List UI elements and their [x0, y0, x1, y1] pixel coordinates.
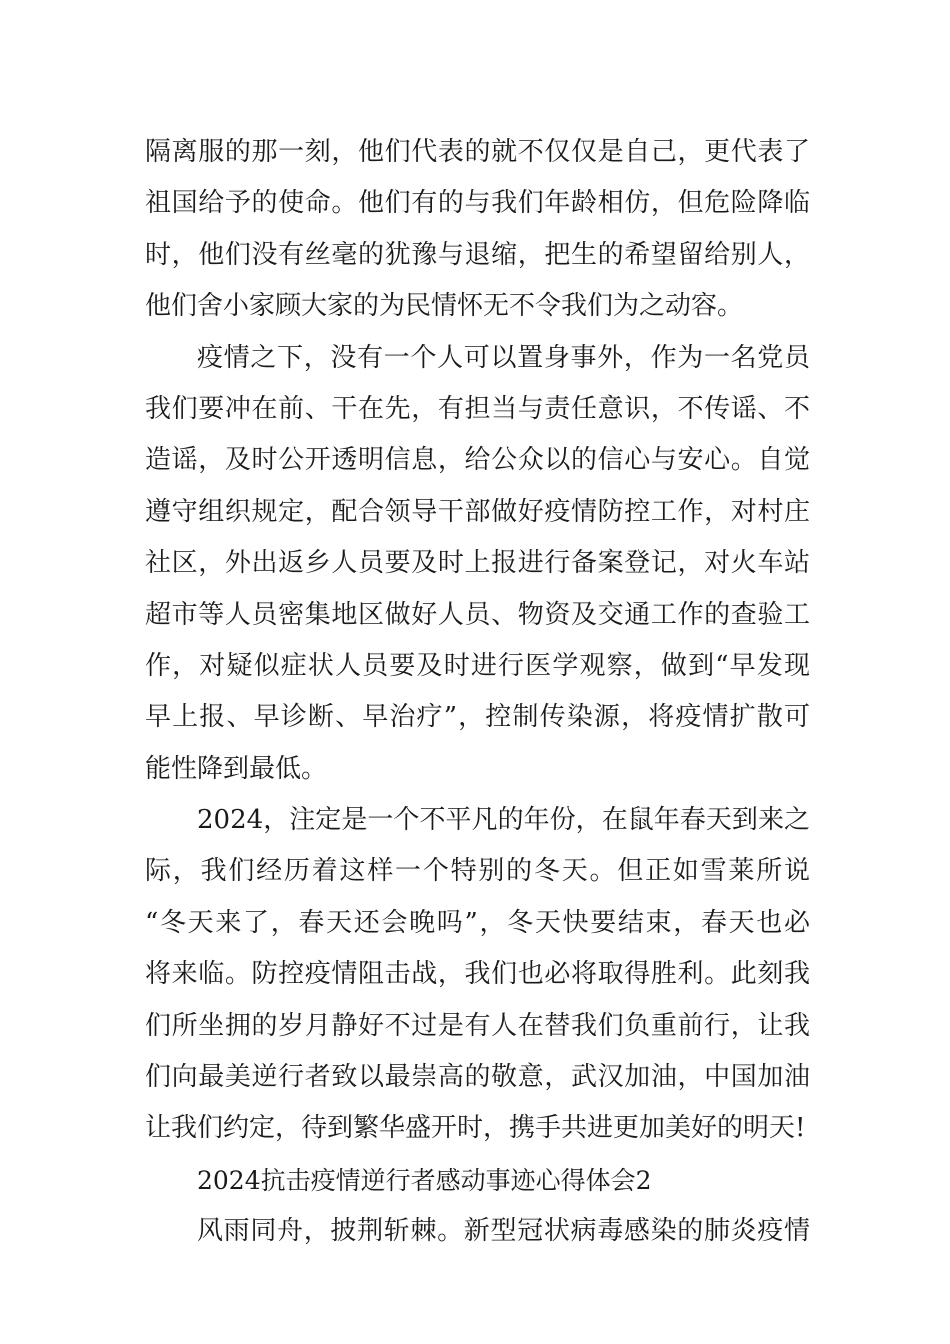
section-heading: 2024抗击疫情逆行者感动事迹心得体会2	[197, 1165, 652, 1195]
paragraph-line: 遵守组织规定，配合领导干部做好疫情防控工作，对村庄	[145, 496, 810, 527]
paragraph-line: 我们要冲在前、干在先，有担当与责任意识，不传谣、不	[145, 393, 810, 424]
paragraph-line: 时，他们没有丝毫的犹豫与退缩，把生的希望留给别人，	[145, 239, 810, 270]
paragraph-line: 2024，注定是一个不平凡的年份，在鼠年春天到来之	[197, 805, 810, 836]
paragraph-line: 风雨同舟，披荆斩棘。新型冠状病毒感染的肺炎疫情	[197, 1216, 810, 1247]
document-body	[145, 127, 810, 1258]
paragraph-line: 祖国给予的使命。他们有的与我们年龄相仿，但危险降临	[145, 188, 810, 219]
paragraph-line: 们所坐拥的岁月静好不过是有人在替我们负重前行，让我	[145, 1010, 810, 1041]
paragraph-line: 们向最美逆行者致以最崇高的敬意，武汉加油，中国加油	[145, 1062, 810, 1093]
paragraph-line: “冬天来了，春天还会晚吗”，冬天快要结束，春天也必	[145, 907, 810, 938]
paragraph-line: 社区，外出返乡人员要及时上报进行备案登记，对火车站	[145, 548, 810, 579]
paragraph-line: 作，对疑似症状人员要及时进行医学观察，做到“早发现	[145, 650, 810, 681]
paragraph-line: 让我们约定，待到繁华盛开时，携手共进更加美好的明天!	[145, 1113, 806, 1144]
paragraph-line: 他们舍小家顾大家的为民情怀无不令我们为之动容。	[145, 291, 744, 322]
paragraph-line: 际，我们经历着这样一个特别的冬天。但正如雪莱所说	[145, 856, 810, 887]
paragraph-line: 造谣，及时公开透明信息，给公众以的信心与安心。自觉	[145, 445, 810, 476]
paragraph-line: 将来临。防控疫情阻击战，我们也必将取得胜利。此刻我	[145, 959, 810, 990]
paragraph-line: 早上报、早诊断、早治疗”，控制传染源，将疫情扩散可	[145, 702, 810, 733]
paragraph-line: 疫情之下，没有一个人可以置身事外，作为一名党员	[197, 342, 810, 373]
paragraph-line: 隔离服的那一刻，他们代表的就不仅仅是自己，更代表了	[145, 137, 810, 167]
paragraph-line: 能性降到最低。	[145, 753, 328, 784]
paragraph-line: 超市等人员密集地区做好人员、物资及交通工作的查验工	[145, 599, 810, 630]
